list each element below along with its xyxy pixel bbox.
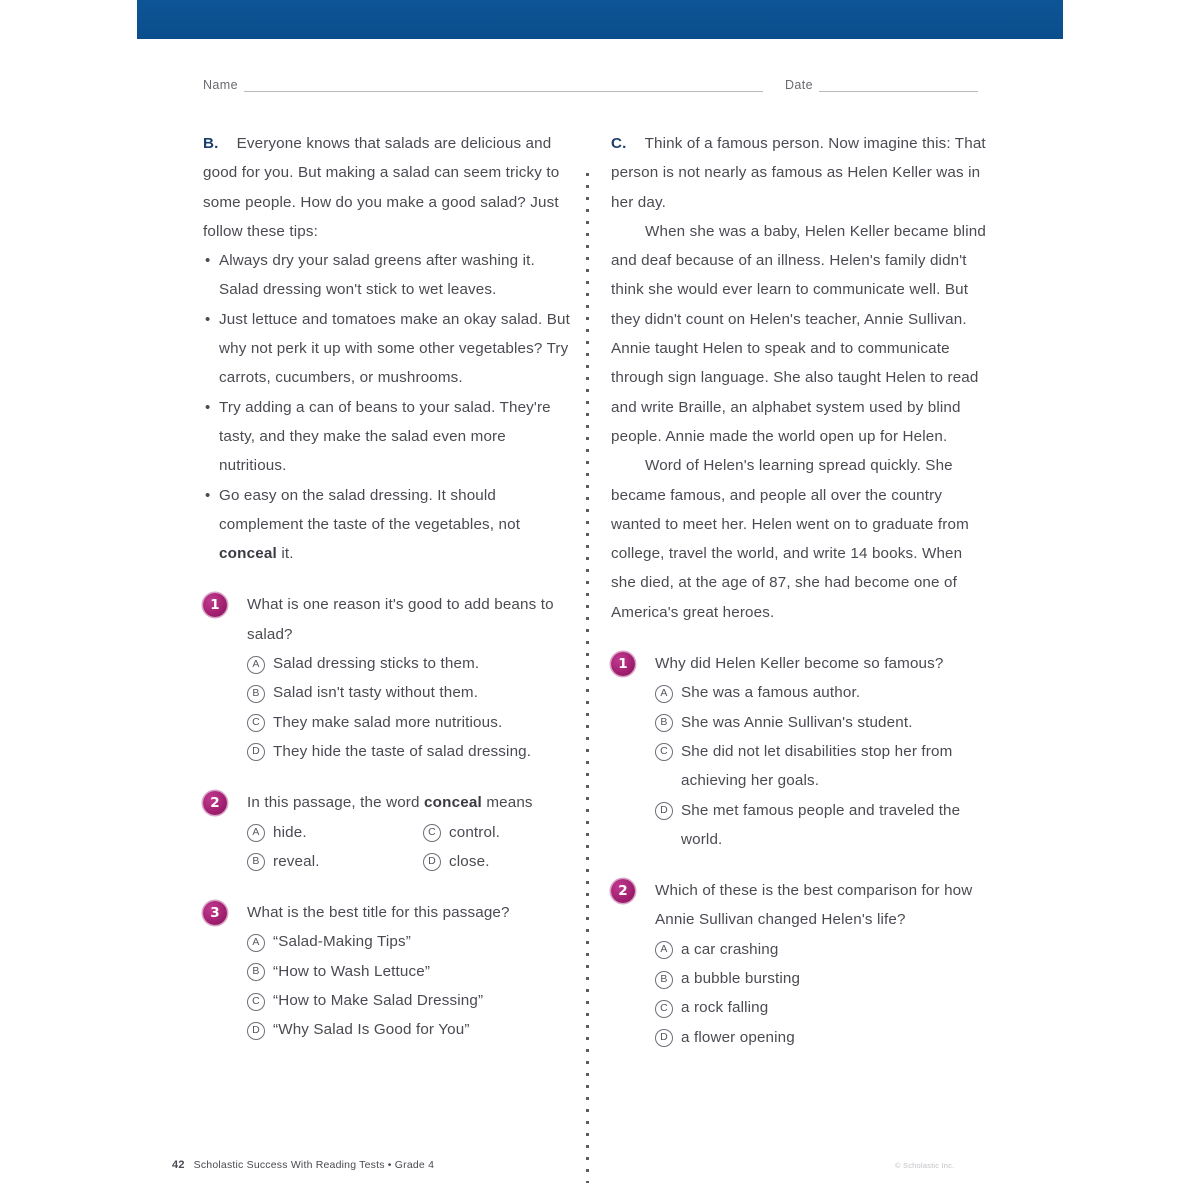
vocab-word-conceal: conceal (423, 794, 482, 812)
page-number: 42 (172, 1159, 185, 1171)
answer-options (655, 935, 987, 1052)
option-text: She met famous people and traveled the world. (681, 801, 961, 848)
question-right-1 (611, 649, 987, 854)
answer-option[interactable] (247, 678, 573, 707)
option-letter-circle: B (655, 971, 673, 989)
option-text: “How to Wash Lettuce” (273, 962, 431, 980)
answer-option[interactable] (655, 993, 987, 1022)
question-number-badge: 2 (611, 879, 635, 903)
top-banner-bar (137, 0, 1063, 39)
question-left-2 (203, 788, 573, 876)
footer-copyright: © Scholastic Inc. (895, 1161, 955, 1170)
option-text: a flower opening (681, 1028, 795, 1046)
option-text: “Salad-Making Tips” (273, 933, 411, 951)
option-text: They hide the taste of salad dressing. (273, 742, 532, 760)
question-text-after: means (481, 794, 533, 812)
question-number-badge: 1 (203, 593, 227, 617)
page-footer (0, 1159, 1200, 1189)
option-letter-circle: B (247, 963, 265, 981)
question-right-2 (611, 876, 987, 1052)
option-letter-circle: C (247, 993, 265, 1011)
list-item (203, 246, 573, 305)
option-text: “How to Make Salad Dressing” (273, 992, 484, 1010)
question-text: Which of these is the best comparison for how Annie Sullivan changed Helen's life? (655, 882, 973, 929)
answer-option[interactable] (247, 847, 423, 876)
answer-option[interactable] (655, 737, 987, 796)
option-text: reveal. (273, 852, 320, 870)
answer-option[interactable] (247, 737, 573, 766)
answer-option[interactable] (655, 1023, 987, 1052)
column-divider-dotted (586, 173, 589, 1183)
left-column (203, 129, 573, 1045)
option-letter-circle: D (247, 743, 265, 761)
bullet-icon: • (205, 252, 211, 270)
passage-c-para-1-text: Think of a famous person. Now imagine this: That person is not nearly as famous as Helen Keller was in her day. (611, 135, 986, 211)
option-letter-circle: A (247, 934, 265, 952)
question-text-before: In this passage, the word (247, 794, 424, 812)
answer-option[interactable] (247, 818, 423, 847)
option-letter-circle: A (247, 656, 265, 674)
bullet-icon: • (205, 486, 211, 504)
name-input-rule[interactable] (244, 80, 763, 92)
tip-text: Just lettuce and tomatoes make an okay salad. But why not perk it up with some other vegetables? Try carrots, cucumbers, or mushrooms. (219, 310, 570, 387)
passage-b-intro-text: Everyone knows that salads are delicious and good for you. But making a salad can seem tricky to some people. How do you make a good salad? Just follow these tips: (203, 135, 560, 240)
answer-options (247, 818, 573, 877)
option-letter-circle: D (247, 1022, 265, 1040)
answer-option[interactable] (423, 847, 573, 876)
question-text: What is the best title for this passage? (247, 904, 510, 922)
option-letter-circle: A (655, 941, 673, 959)
option-letter-circle: B (247, 685, 265, 703)
option-text: She was a famous author. (681, 684, 861, 702)
tip-text: Always dry your salad greens after washing it. Salad dressing won't stick to wet leaves. (219, 252, 535, 299)
answer-options (655, 678, 987, 854)
bullet-icon: • (205, 398, 211, 416)
option-letter-circle: B (247, 853, 265, 871)
answer-option[interactable] (655, 678, 987, 707)
answer-option[interactable] (247, 1015, 573, 1044)
bullet-icon: • (205, 310, 211, 328)
answer-option[interactable] (247, 708, 573, 737)
option-text: control. (449, 823, 501, 841)
worksheet-page (0, 39, 1200, 1200)
question-number-badge: 3 (203, 901, 227, 925)
passage-c (611, 129, 987, 627)
answer-option[interactable] (655, 964, 987, 993)
answer-option[interactable] (655, 935, 987, 964)
list-item (203, 305, 573, 393)
option-letter-circle: C (423, 824, 441, 842)
passage-b (203, 129, 573, 568)
answer-option[interactable] (247, 649, 573, 678)
passage-c-para-3: Word of Helen's learning spread quickly. She became famous, and people all over the country wanted to meet her. Helen went on to graduate from college, travel the world, and write 14 books. When she died, at the age of 87, she had become one of America's great heroes. (611, 457, 969, 621)
option-text: a rock falling (681, 999, 769, 1017)
option-text: “Why Salad Is Good for You” (273, 1021, 470, 1039)
date-input-rule[interactable] (819, 80, 978, 92)
option-letter-circle: C (655, 743, 673, 761)
tip-text: Try adding a can of beans to your salad. They're tasty, and they make the salad even more nutritious. (219, 398, 551, 475)
option-text: Salad isn't tasty without them. (273, 684, 479, 702)
answer-option[interactable] (247, 927, 573, 956)
option-letter-circle: B (655, 714, 673, 732)
tip-text: Go easy on the salad dressing. It should complement the taste of the vegetables, not (219, 486, 521, 533)
list-item (203, 481, 573, 569)
passage-b-letter: B. (203, 135, 219, 152)
option-text: She did not let disabilities stop her from achieving her goals. (681, 742, 953, 790)
footer-title: Scholastic Success With Reading Tests • Grade 4 (193, 1159, 435, 1171)
option-letter-circle: D (655, 1029, 673, 1047)
right-column (611, 129, 987, 1052)
option-text: a car crashing (681, 940, 779, 958)
passage-c-para-1 (611, 129, 987, 217)
vocab-word-conceal: conceal (219, 545, 277, 563)
question-text: What is one reason it's good to add beans to salad? (247, 596, 554, 643)
answer-option[interactable] (423, 818, 573, 847)
question-text (247, 788, 573, 817)
option-text: hide. (273, 823, 307, 841)
salad-tips-list (203, 246, 573, 568)
question-left-3 (203, 898, 573, 1044)
passage-c-para-2: When she was a baby, Helen Keller became blind and deaf because of an illness. Helen's family didn't think she would ever learn to communicate well. But they didn't count on Helen's teacher, Annie Sullivan. Annie taught Helen to speak and to communicate through sign language. She also taught Helen to read and write Braille, an alphabet system used by blind people. Annie made the world open up for Helen. (611, 222, 986, 445)
answer-option[interactable] (655, 796, 987, 855)
answer-options (247, 927, 573, 1044)
date-field-group (763, 78, 978, 92)
passage-b-intro (203, 129, 573, 246)
option-letter-circle: D (423, 853, 441, 871)
question-text: Why did Helen Keller become so famous? (655, 655, 944, 673)
option-text: They make salad more nutritious. (273, 713, 503, 731)
name-date-row (203, 78, 978, 92)
option-text: She was Annie Sullivan's student. (681, 713, 913, 731)
option-letter-circle: A (247, 824, 265, 842)
option-text: close. (449, 852, 490, 870)
option-letter-circle: A (655, 685, 673, 703)
answer-option[interactable] (247, 986, 573, 1015)
option-letter-circle: C (655, 1000, 673, 1018)
tip-text-tail: it. (276, 545, 294, 563)
passage-c-letter: C. (611, 135, 627, 152)
name-field-group (203, 78, 763, 92)
question-number-badge: 2 (203, 791, 227, 815)
option-text: a bubble bursting (681, 970, 801, 988)
list-item (203, 393, 573, 481)
answer-option[interactable] (247, 957, 573, 986)
option-letter-circle: D (655, 802, 673, 820)
option-letter-circle: C (247, 714, 265, 732)
answer-option[interactable] (655, 708, 987, 737)
option-text: Salad dressing sticks to them. (273, 655, 480, 673)
question-left-1 (203, 590, 573, 766)
date-label: Date (785, 78, 814, 92)
question-number-badge: 1 (611, 652, 635, 676)
name-label: Name (203, 78, 238, 92)
footer-left-group (172, 1159, 434, 1171)
answer-options (247, 649, 573, 766)
